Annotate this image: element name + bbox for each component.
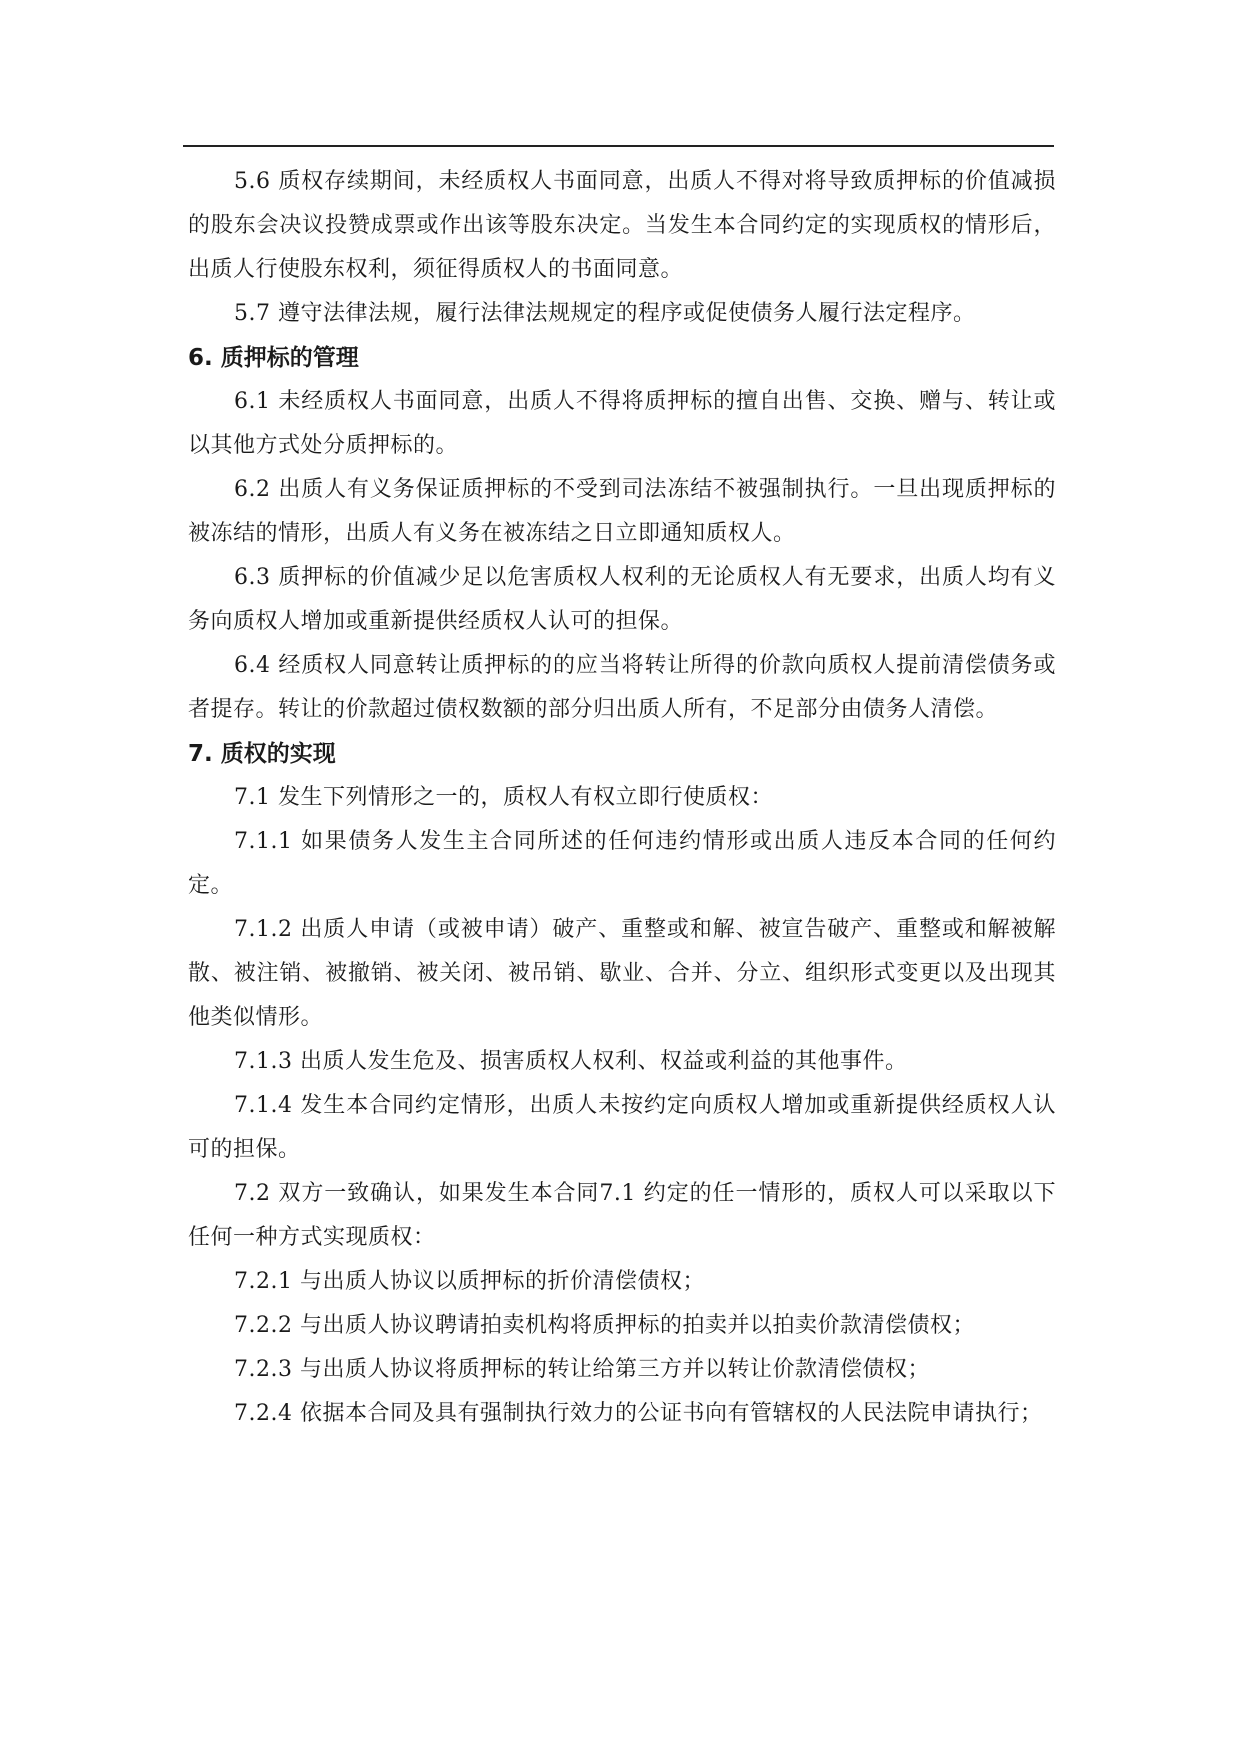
clause-6-4: 6.4 经质权人同意转让质押标的的应当将转让所得的价款向质权人提前清偿债务或者提存。转让的价款超过债权数额的部分归出质人所有，不足部分由债务人清偿。	[188, 653, 1056, 722]
clause-7-2-2: 7.2.2 与出质人协议聘请拍卖机构将质押标的拍卖并以拍卖价款清偿债权；	[234, 1313, 975, 1338]
section-heading-6: 6. 质押标的管理	[188, 345, 359, 371]
document-body	[188, 160, 1056, 1436]
clause-6-3: 6.3 质押标的价值减少足以危害质权人权利的无论质权人有无要求，出质人均有义务向质权人增加或重新提供经质权人认可的担保。	[188, 565, 1056, 634]
clause-7-1-2: 7.1.2 出质人申请（或被申请）破产、重整或和解、被宣告破产、重整或和解被解散、被注销、被撤销、被关闭、被吊销、歇业、合并、分立、组织形式变更以及出现其他类似情形。	[188, 917, 1056, 1030]
clause-7-1: 7.1 发生下列情形之一的，质权人有权立即行使质权：	[234, 785, 773, 810]
clause-5-6: 5.6 质权存续期间，未经质权人书面同意，出质人不得对将导致质押标的价值减损的股东会决议投赞成票或作出该等股东决定。当发生本合同约定的实现质权的情形后，出质人行使股东权利，须征得质权人的书面同意。	[188, 169, 1056, 282]
clause-5-7: 5.7 遵守法律法规，履行法律法规规定的程序或促使债务人履行法定程序。	[234, 301, 976, 326]
clause-7-2-1: 7.2.1 与出质人协议以质押标的折价清偿债权；	[234, 1269, 705, 1294]
clause-7-2: 7.2 双方一致确认，如果发生本合同7.1 约定的任一情形的，质权人可以采取以下任何一种方式实现质权：	[188, 1181, 1056, 1250]
clause-7-1-4: 7.1.4 发生本合同约定情形，出质人未按约定向质权人增加或重新提供经质权人认可的担保。	[188, 1093, 1056, 1162]
clause-7-1-3: 7.1.3 出质人发生危及、损害质权人权利、权益或利益的其他事件。	[234, 1049, 908, 1074]
clause-6-2: 6.2 出质人有义务保证质押标的不受到司法冻结不被强制执行。一旦出现质押标的被冻结的情形，出质人有义务在被冻结之日立即通知质权人。	[188, 477, 1056, 546]
clause-7-1-1: 7.1.1 如果债务人发生主合同所述的任何违约情形或出质人违反本合同的任何约定。	[188, 829, 1056, 898]
section-heading-7: 7. 质权的实现	[188, 741, 336, 767]
clause-6-1: 6.1 未经质权人书面同意，出质人不得将质押标的擅自出售、交换、赠与、转让或以其他方式处分质押标的。	[188, 389, 1056, 458]
clause-7-2-3: 7.2.3 与出质人协议将质押标的转让给第三方并以转让价款清偿债权；	[234, 1357, 930, 1382]
clause-7-2-4: 7.2.4 依据本合同及具有强制执行效力的公证书向有管辖权的人民法院申请执行；	[234, 1401, 1043, 1426]
header-rule	[183, 145, 1054, 147]
